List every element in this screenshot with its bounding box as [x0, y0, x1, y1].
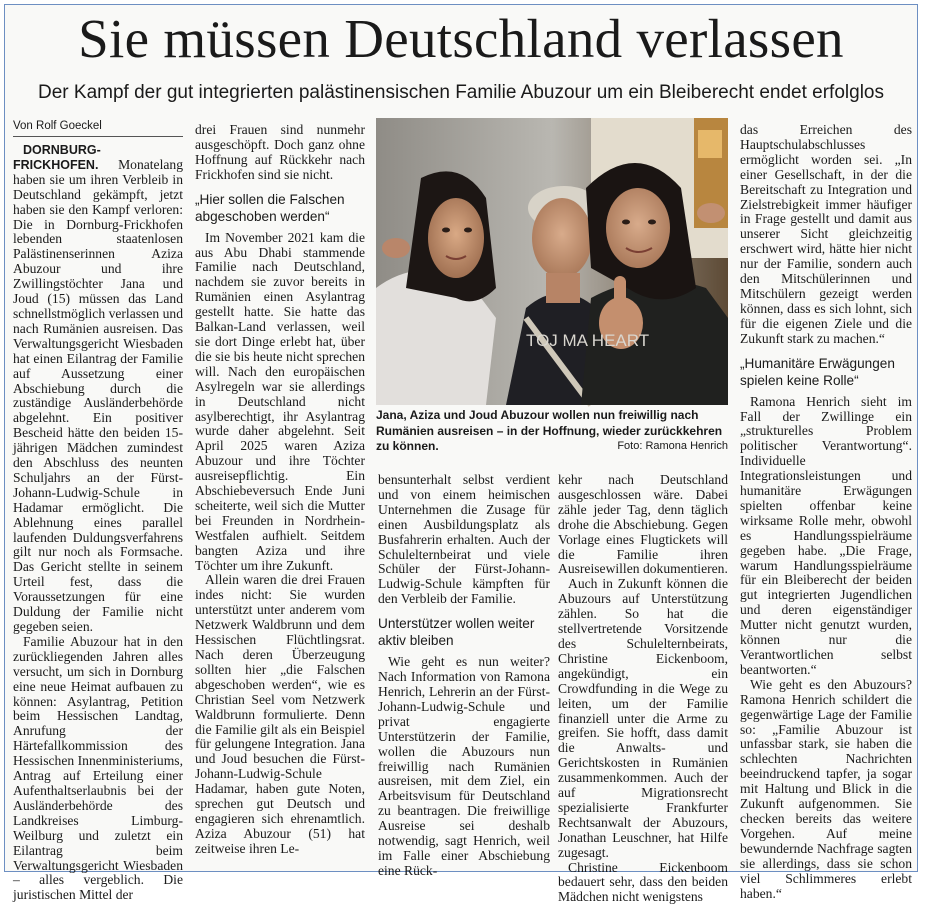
crosshead: Unterstützer wollen weiter aktiv bleiben [378, 616, 535, 649]
caption-text: Jana, Aziza und Joud Abuzour wollen nun freiwillig nach Rumänien ausreisen – in der Hoffnung, wieder zurückkehren zu können. [376, 408, 723, 453]
crosshead: „Humanitäre Erwägungen spielen keine Rolle“ [740, 355, 895, 388]
column-2 [195, 123, 365, 869]
paragraph: Im November 2021 kam die aus Abu Dhabi stammende Familie nach Deutschland, nachdem sie zuvor bereits in Rumänien einen Asylantrag gestellt hatte. Sie hatte das Balkan-Land verlassen, weil sie dort Dinge erlebt hat, über die sie bis heute nicht sprechen will. Nach den europäischen Asylregeln war sie allerdings in Deutschland nicht asylberechtigt, ihr Asylantrag wurde daher abgelehnt. Seit April 2025 waren Aziza Abuzour und ihre Töchter ausreisepflichtig. Ein Abschiebeversuch Ende Juni scheiterte, weil sich die Mutter bei Freunden in Nordrhein-Westfalen aufhielt. Seitdem bangten Aziza und ihre Töchter um ihre Zukunft. [195, 229, 365, 573]
photo-credit: Foto: Ramona Henrich [617, 440, 728, 452]
paragraph: Auch in Zukunft können die Abuzours auf Unterstützung zählen. So hat die stellvertretende Vorsitzende des Schulelternbeirats, Christine Eickenboom, angekündigt, ein Crowdfunding in die Wege zu leiten, um der Familie finanziell unter die Arme zu greifen. Sie hofft, dass damit die Anwalts- und Gerichtskosten in Rumänien zusammenkommen. Auch der auf Migrationsrecht spezialisierte Frankfurter Rechtsanwalt der Abuzours, Jonathan Leuschner, hat Hilfe zugesagt. [558, 576, 728, 860]
paragraph: drei Frauen sind nunmehr ausgeschöpft. Doch ganz ohne Hoffnung auf Rückkehr nach Frickhofen sind sie nicht. [195, 122, 365, 182]
column-1 [13, 117, 183, 903]
newspaper-clipping [4, 4, 918, 905]
paragraph: Familie Abuzour hat in den zurückliegenden Jahren alles versucht, um sich in Dornburg eine neue Heimat aufbauen zu können: Asylantrag, Petition beim Hessischen Landtag, Anrufung der Härtefallkommission des Hessischen Innenministeriums, Antrag auf Erteilung einer Aufenthaltserlaubnis bei der Ausländerbehörde des Landkreises Limburg-Weilburg und zuletzt ein Eilantrag beim Verwaltungsgericht Wiesbaden – alles vergeblich. Die juristischen Mittel der [13, 633, 183, 903]
headline: Sie müssen Deutschland verlassen [78, 8, 844, 69]
paragraph: kehr nach Deutschland ausgeschlossen wäre. Dabei zähle jeder Tag, denn täglich drohe die Abschiebung. Gegen Vorlage eines Flugtickets will die Familie ihren Ausreisewillen dokumentieren. [558, 472, 728, 577]
paragraph: Allein waren die drei Frauen indes nicht: Sie wurden unterstützt unter anderem vom Netzwerk Waldbrunn und dem Hessischen Flüchtlingsrat. Nach deren Überzeugung sollten hier „die Falschen abgeschoben werden“, wie es Christian Seel vom Netzwerk Waldbrunn formulierte. Denn die Familie gilt als ein Beispiel für gelungene Integration. Jana und Joud besuchen die Fürst-Johann-Ludwig-Schule Hadamar, haben gute Noten, sprechen gut Deutsch und engagieren sich ehrenamtlich. Aziza Abuzour (51) hat zeitweise ihren Le- [195, 572, 365, 856]
paragraph: Ramona Henrich sieht im Fall der Zwillinge ein „strukturelles Problem politischer Verantwortung“. Individuelle Integrationsleistungen und humanitäre Erwägungen spielten offenbar keine wirksame Rolle mehr, obwohl es Handlungsspielräume gegeben habe. „Die Frage, warum Handlungsspielräume für ein Bleiberecht der beiden gut integrierten Jugendlichen und deren eigenständiger Mutter nicht genutzt wurden, können nur die Verantwortlichen selbst beantworten.“ [740, 393, 912, 677]
paragraph: Wie geht es den Abuzours? Ramona Henrich schildert die gegenwärtige Lage der Familie so: „Familie Abuzour ist unfassbar stark, sie haben die schlechten Nachrichten beeindruckend tapfer, ja sogar mit Haltung und Blick in die Zukunft aufgenommen. Sie checken bereits das weitere Vorgehen. Auf meine bewundernde Nachfrage sagten sie allerdings, dass sie schon viel Schlimmeres erlebt haben.“ [740, 676, 912, 901]
photo-caption [376, 408, 728, 455]
paragraph: Christine Eickenboom bedauert sehr, dass den beiden Mädchen nicht wenigstens [558, 859, 728, 905]
paragraph: Monatelang haben sie um ihren Verbleib in Deutschland gekämpft, jetzt haben sie den Kampf verloren: Die in Dornburg-Frickhofen lebenden staatenlosen Palästinenserinnen Aziza Abuzour und ihre Zwillingstöchter Jana und Joud (15) müssen das Land schnellstmöglich verlassen und nach Rumänien ausreisen. Das Verwaltungsgericht Wiesbaden hat einen Eilantrag der Familie auf Aussetzung einer Abschiebung durch die zuständige Ausländerbehörde abgelehnt. Ein positiver Bescheid hätte den beiden 15-jährigen Mädchen zumindest den Abschluss des neunten Schuljahrs an der Fürst-Johann-Ludwig-Schule in Hadamar ermöglicht. Die Ablehnung eines parallel laufenden Duldungsverfahrens gilt nur noch als Formsache. Das Gericht stellte in seinem Urteil fest, dass die Voraussetzungen für eine Duldung der Familie nicht gegeben seien. [13, 156, 183, 634]
paragraph: das Erreichen des Hauptschulabschlusses ermöglicht worden sei. „In einer Gesellschaft, in der die Bereitschaft zu Integration und Zielstrebigkeit immer häufiger in Frage gestellt und damit aus unserer Sicht gleichzeitig erschwert wird, hätte hier nicht nur der Familie, sondern auch den Mitschülerinnen und Mitschülern gezeigt werden können, dass es sich lohnt, sich für die eigenen Ziele und die Zukunft stark zu machen.“ [740, 122, 912, 346]
column-4 [558, 472, 728, 905]
subheadline: Der Kampf der gut integrierten palästinensischen Familie Abuzour um ein Bleiberecht endet erfolglos [38, 82, 884, 103]
paragraph: bensunterhalt selbst verdient und von einem heimischen Unternehmen die Zusage für einen Ausbildungsplatz als Busfahrerin erhalten. Auch der Schulelternbeirat und viele Schüler der Fürst-Johann-Ludwig-Schule kämpften für den Verbleib der Familie. [378, 472, 550, 607]
shirt-text: TOJ MA HEART [526, 331, 650, 350]
column-5 [740, 122, 912, 901]
byline: Von Rolf Goeckel [13, 117, 183, 137]
column-3 [378, 472, 550, 878]
family-photo [376, 118, 728, 405]
crosshead: „Hier sollen die Falschen abgeschoben werden“ [195, 191, 345, 224]
dateline: DORNBURG-FRICKHOFEN. [13, 143, 101, 172]
paragraph: Wie geht es nun weiter? Nach Information von Ramona Henrich, Lehrerin an der Fürst-Johann-Ludwig-Schule und privat engagierte Unterstützerin der Familie, wollen die Abuzours nun freiwillig nach Rumänien ausreisen, mit dem Ziel, ein Arbeitsvisum für Deutschland zu beantragen. Die freiwillige Ausreise sei deshalb notwendig, sagt Henrich, weil im Falle einer Abschiebung eine Rück- [378, 654, 550, 878]
